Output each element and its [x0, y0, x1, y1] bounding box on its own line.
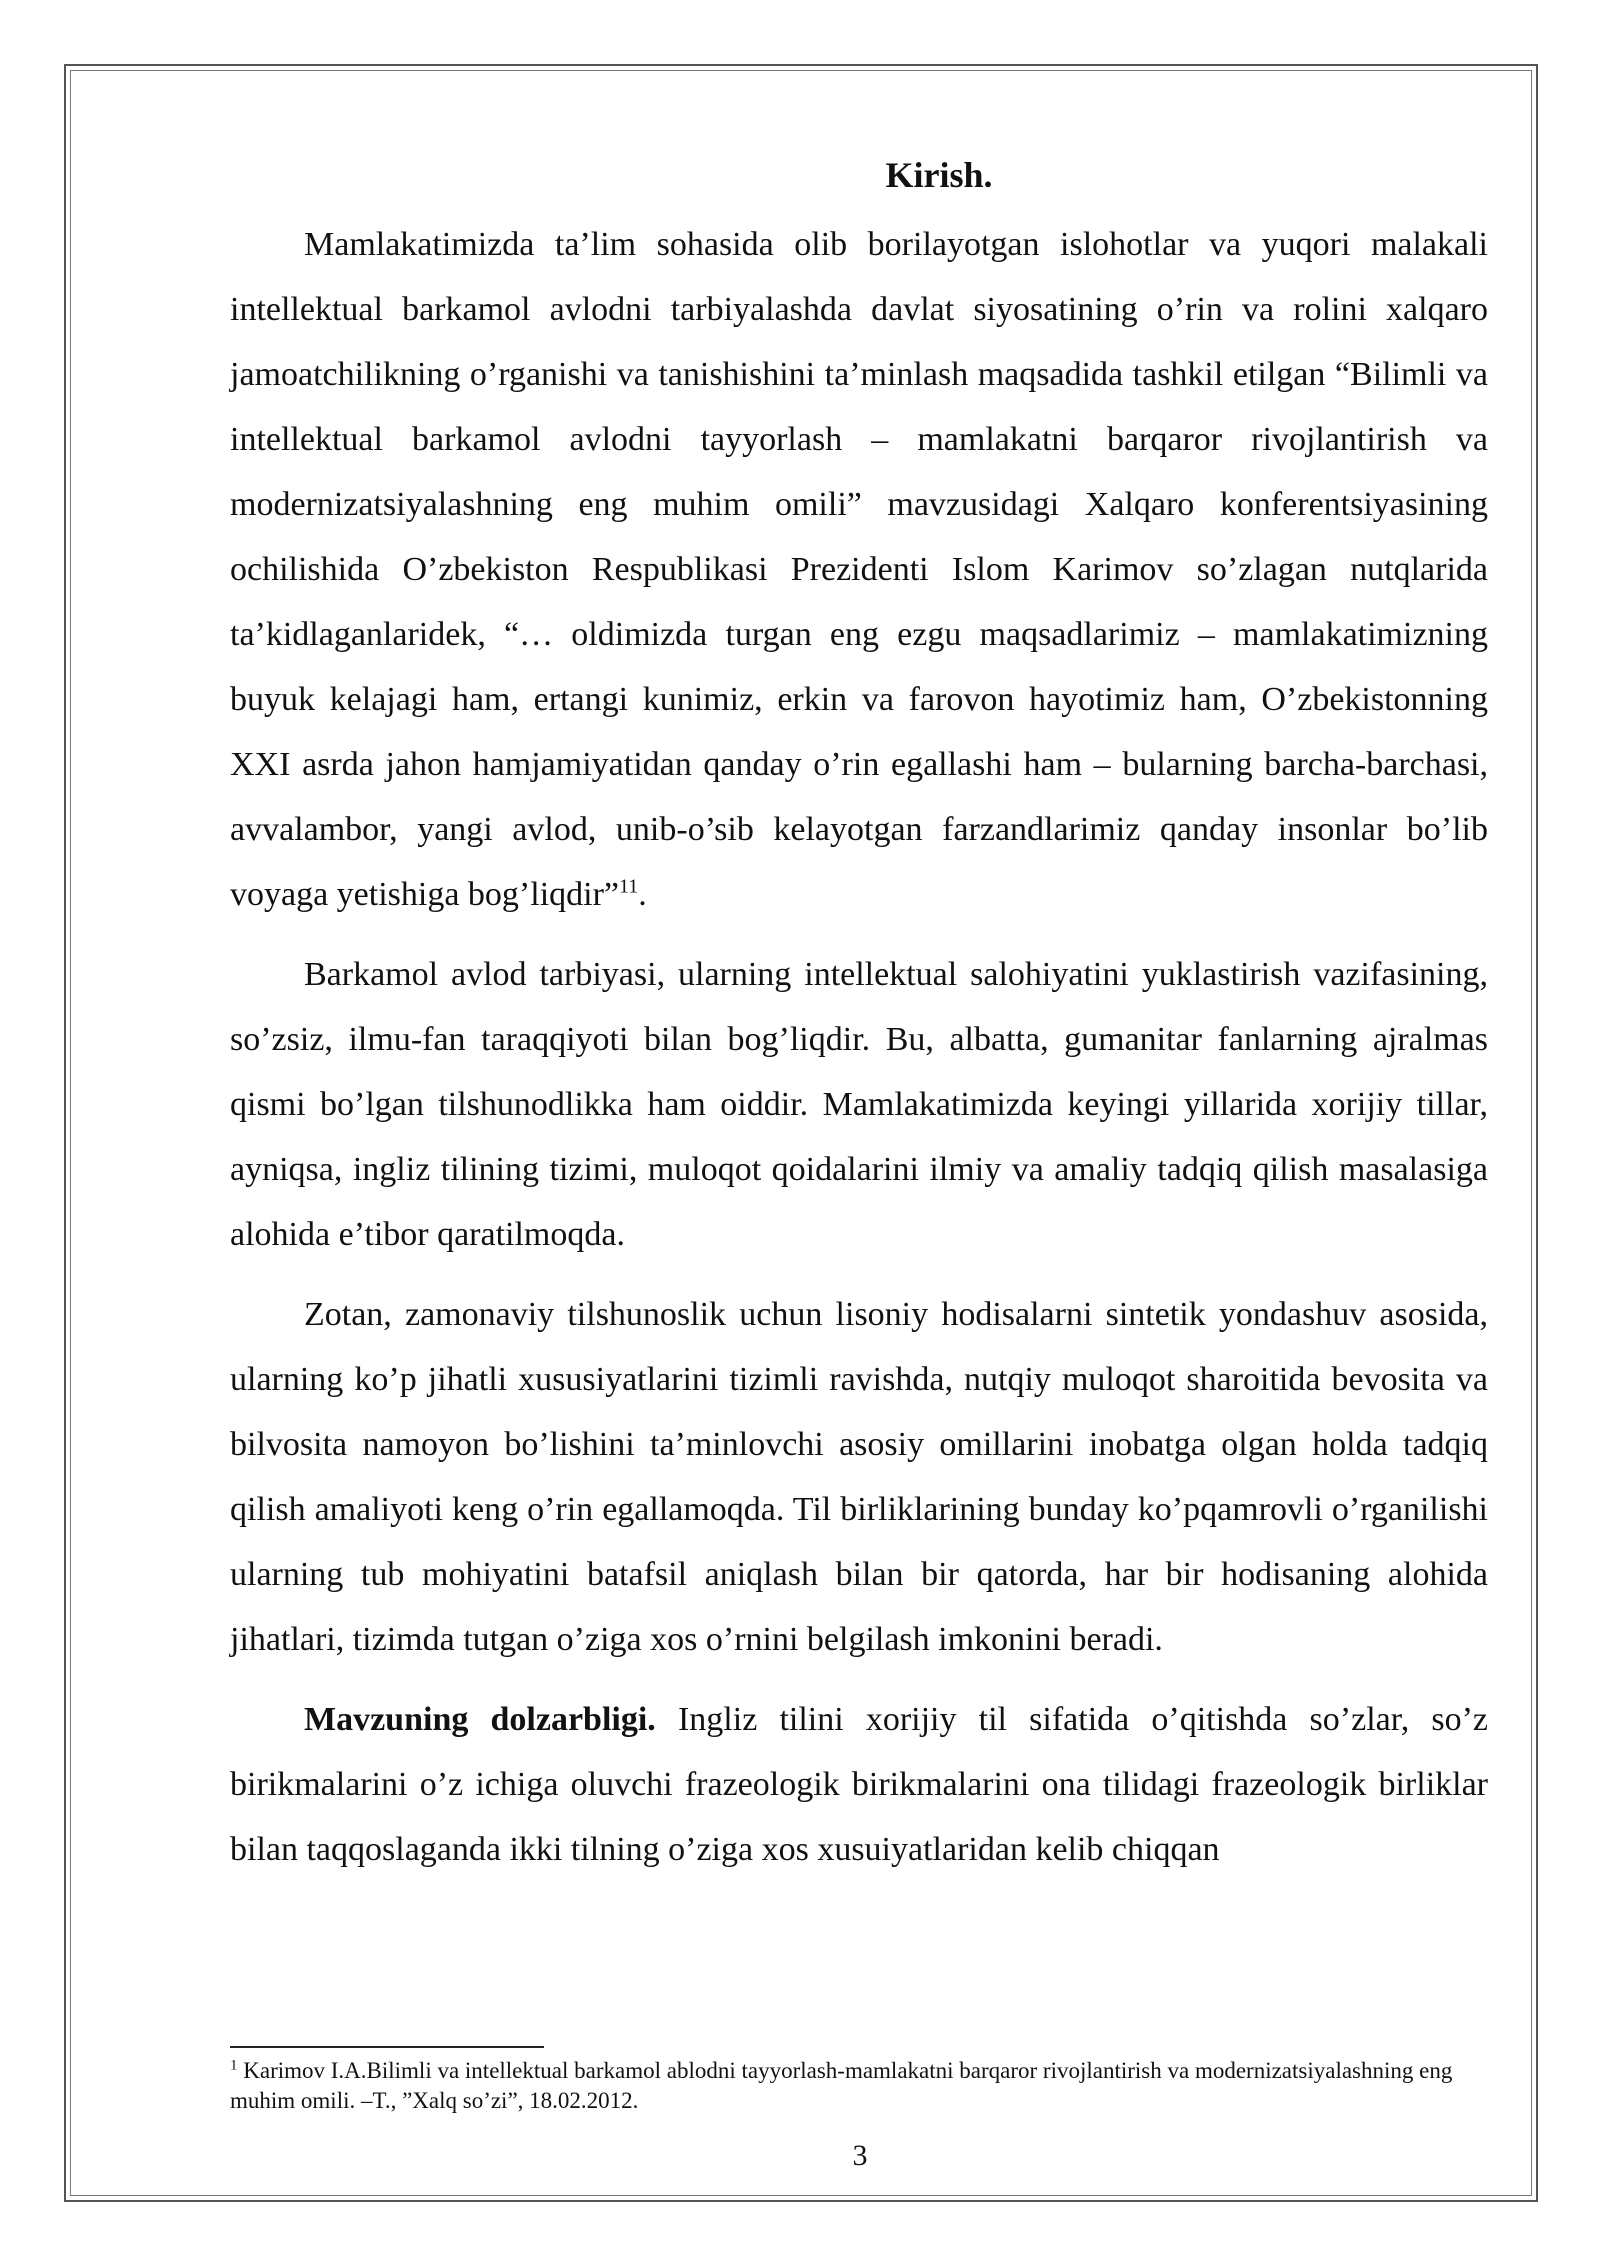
- paragraph-1-text: Mamlakatimizda ta’lim sohasida olib borilayotgan islohotlar va yuqori malakali intellektual barkamol avlodni tarbiyalashda davlat siyosatining o’rin va rolini xalqaro jamoatchilikning o’rganishi va tanishishini ta’minlash maqsadida tashkil etilgan “Bilimli va intellektual barkamol avlodni tayyorlash – mamlakatni barqaror rivojlantirish va modernizatsiyalashning eng muhim omili” mavzusidagi Xalqaro konferentsiyasining ochilishida O’zbekiston Respublikasi Prezidenti Islom Karimov so’zlagan nutqlarida ta’kidlaganlaridek, “… oldimizda turgan eng ezgu maqsadlarimiz – mamlakatimizning buyuk kelajagi ham, ertangi kunimiz, erkin va farovon hayotimiz ham, O’zbekistonning XXI asrda jahon hamjamiyatidan qanday o’rin egallashi ham – bularning barcha-barchasi, avvalambor, yangi avlod, unib-o’sib kelayotgan farzandlarimiz qanday insonlar bo’lib voyaga yetishiga bog’liqdir”: [230, 226, 1488, 913]
- paragraph-2: [230, 942, 1488, 1267]
- paragraph-4: [230, 1687, 1488, 1882]
- paragraph-3-text: Zotan, zamonaviy tilshunoslik uchun lisoniy hodisalarni sintetik yondashuv asosida, ularning ko’p jihatli xususiyatlarini tizimli ravishda, nutqiy muloqot sharoitida bevosita va bilvosita namoyon bo’lishini ta’minlovchi asosiy omillarini inobatga olgan holda tadqiq qilish amaliyoti keng o’rin egallamoqda. Til birliklarining bunday ko’pqamrovli o’rganilishi ularning tub mohiyatini batafsil aniqlash bilan bir qatorda, har bir hodisaning alohida jihatlari, tizimda tutgan o’ziga xos o’rnini belgilash imkonini beradi.: [230, 1296, 1488, 1658]
- paragraph-1: [230, 212, 1488, 927]
- page-body: [230, 150, 1488, 1897]
- footnote-separator: [230, 2046, 544, 2048]
- page-number: 3: [852, 2139, 868, 2172]
- footnote-text: Karimov I.A.Bilimli va intellektual barkamol ablodni tayyorlash-mamlakatni barqaror rivojlantirish va modernizatsiyalashning eng muhim omili. –T., ”Xalq so’zi”, 18.02.2012.: [230, 2058, 1453, 2113]
- footnote-marker: 1: [230, 2057, 238, 2074]
- section-heading: Kirish.: [885, 155, 993, 195]
- footnote: [230, 2056, 1488, 2116]
- paragraph-1-tail: .: [638, 876, 647, 913]
- paragraph-4-text: Ingliz tilini xorijiy til sifatida o’qitishda so’zlar, so’z birikmalarini o’z ichiga oluvchi frazeologik birikmalarini ona tilidagi frazeologik birliklar bilan taqqoslaganda ikki tilning o’ziga xos xusuiyatlaridan kelib chiqqan: [230, 1701, 1488, 1868]
- paragraph-3: [230, 1282, 1488, 1672]
- paragraph-4-lead: Mavzuning dolzarbligi.: [304, 1701, 656, 1738]
- footnote-reference[interactable]: 11: [619, 875, 639, 898]
- paragraph-2-text: Barkamol avlod tarbiyasi, ularning intellektual salohiyatini yuklastirish vazifasining, so’zsiz, ilmu-fan taraqqiyoti bilan bog’liqdir. Bu, albatta, gumanitar fanlarning ajralmas qismi bo’lgan tilshunodlikka ham oiddir. Mamlakatimizda keyingi yillarida xorijiy tillar, ayniqsa, ingliz tilining tizimi, muloqot qoidalarini ilmiy va amaliy tadqiq qilish masalasiga alohida e’tibor qaratilmoqda.: [230, 956, 1488, 1253]
